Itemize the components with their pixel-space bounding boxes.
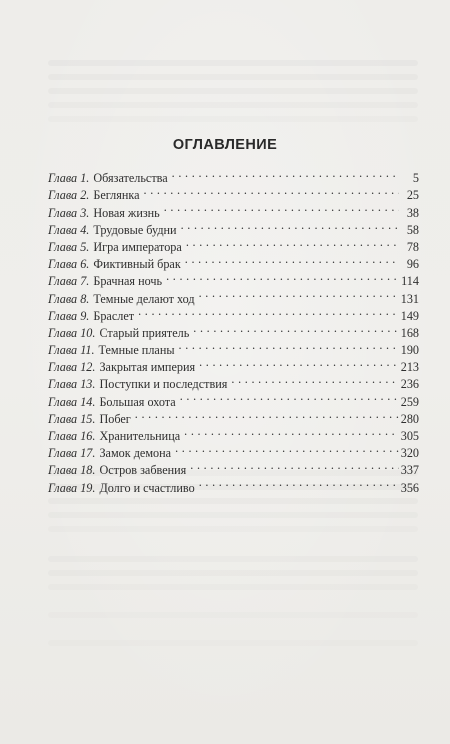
page-number: 259 xyxy=(400,394,419,409)
dot-leader xyxy=(166,268,399,285)
chapter-number: Глава 11. xyxy=(48,343,95,358)
chapter-title: Старый приятель xyxy=(99,325,190,340)
chapter-title: Закрытая империя xyxy=(99,360,196,375)
chapter-number: Глава 6. xyxy=(48,257,90,272)
bleed-through-text xyxy=(48,570,418,576)
page-number: 305 xyxy=(400,429,419,443)
chapter-number: Глава 19. xyxy=(48,480,96,495)
chapter-number: Глава 2. xyxy=(48,188,90,203)
chapter-number: Глава 1. xyxy=(48,171,90,186)
chapter-title: Долго и счастливо xyxy=(99,480,195,495)
page-number: 96 xyxy=(406,257,419,272)
chapter-title: Обязательства xyxy=(93,171,168,186)
dot-leader xyxy=(231,371,398,388)
page-number: 38 xyxy=(406,205,419,220)
bleed-through-text xyxy=(48,102,418,108)
dot-leader xyxy=(190,457,398,474)
page-number: 236 xyxy=(400,377,419,392)
chapter-number: Глава 8. xyxy=(48,291,90,306)
chapter-title: Темные делают ход xyxy=(93,291,195,306)
chapter-title: Поступки и последствия xyxy=(99,377,228,392)
bleed-through-text xyxy=(48,88,418,94)
page-number: 131 xyxy=(400,291,419,306)
chapter-number: Глава 17. xyxy=(48,446,96,461)
chapter-title: Фиктивный брак xyxy=(93,257,181,272)
page-number: 78 xyxy=(406,239,419,254)
chapter-number: Глава 10. xyxy=(48,325,96,340)
dot-leader xyxy=(199,354,399,371)
dot-leader xyxy=(164,199,399,216)
chapter-number: Глава 12. xyxy=(48,360,96,375)
chapter-title: Трудовые будни xyxy=(93,222,177,237)
bleed-through-text xyxy=(48,584,418,590)
chapter-title: Брачная ночь xyxy=(93,274,163,289)
chapter-number: Глава 18. xyxy=(48,463,96,478)
chapter-number: Глава 14. xyxy=(48,394,96,409)
table-of-contents xyxy=(48,165,419,495)
page-number: 58 xyxy=(406,222,419,237)
dot-leader xyxy=(135,406,399,423)
dot-leader xyxy=(180,388,399,405)
chapter-number: Глава 3. xyxy=(48,205,90,220)
page-number: 213 xyxy=(400,360,419,375)
chapter-title: Хранительница xyxy=(99,429,181,443)
bleed-through-text xyxy=(48,74,418,80)
chapter-number: Глава 16. xyxy=(48,429,96,443)
page-number: 337 xyxy=(400,463,419,478)
dot-leader xyxy=(144,182,400,199)
page-number: 114 xyxy=(401,274,419,289)
page-number: 5 xyxy=(412,171,419,186)
chapter-title: Большая охота xyxy=(99,394,176,409)
chapter-title: Остров забвения xyxy=(99,463,187,478)
page-number: 25 xyxy=(406,188,419,203)
page-number: 168 xyxy=(400,325,419,340)
chapter-title: Игра императора xyxy=(93,239,182,254)
chapter-number: Глава 15. xyxy=(48,411,96,426)
chapter-number: Глава 13. xyxy=(48,377,96,392)
chapter-title: Новая жизнь xyxy=(93,205,160,220)
page-number: 149 xyxy=(400,308,419,323)
chapter-title: Побег xyxy=(99,411,131,426)
dot-leader xyxy=(138,303,399,320)
chapter-title: Замок демона xyxy=(99,446,172,461)
page-number: 280 xyxy=(400,411,419,426)
chapter-number: Глава 5. xyxy=(48,239,90,254)
dot-leader xyxy=(181,217,399,234)
chapter-number: Глава 9. xyxy=(48,308,90,323)
dot-leader xyxy=(199,285,399,302)
dot-leader xyxy=(172,165,399,182)
page-number: 356 xyxy=(400,480,419,495)
dot-leader xyxy=(185,251,399,268)
dot-leader xyxy=(199,474,399,491)
bleed-through-text xyxy=(48,498,418,504)
chapter-title: Темные планы xyxy=(98,343,175,358)
page-number: 320 xyxy=(400,446,419,461)
chapter-number: Глава 4. xyxy=(48,222,90,237)
dot-leader xyxy=(179,337,399,354)
bleed-through-text xyxy=(48,526,418,532)
bleed-through-text xyxy=(48,556,418,562)
chapter-title: Браслет xyxy=(93,308,135,323)
chapter-title: Беглянка xyxy=(93,188,140,203)
dot-leader xyxy=(175,440,399,457)
bleed-through-text xyxy=(48,512,418,518)
bleed-through-text xyxy=(48,612,418,618)
bleed-through-text xyxy=(48,60,418,66)
dot-leader xyxy=(184,423,399,440)
bleed-through-text xyxy=(48,116,418,122)
page-number: 190 xyxy=(400,343,419,358)
dot-leader xyxy=(193,320,398,337)
chapter-number: Глава 7. xyxy=(48,274,90,289)
bleed-through-text xyxy=(48,640,418,646)
toc-entry xyxy=(48,165,419,186)
toc-heading: ОГЛАВЛЕНИЕ xyxy=(172,137,278,153)
dot-leader xyxy=(186,234,399,251)
